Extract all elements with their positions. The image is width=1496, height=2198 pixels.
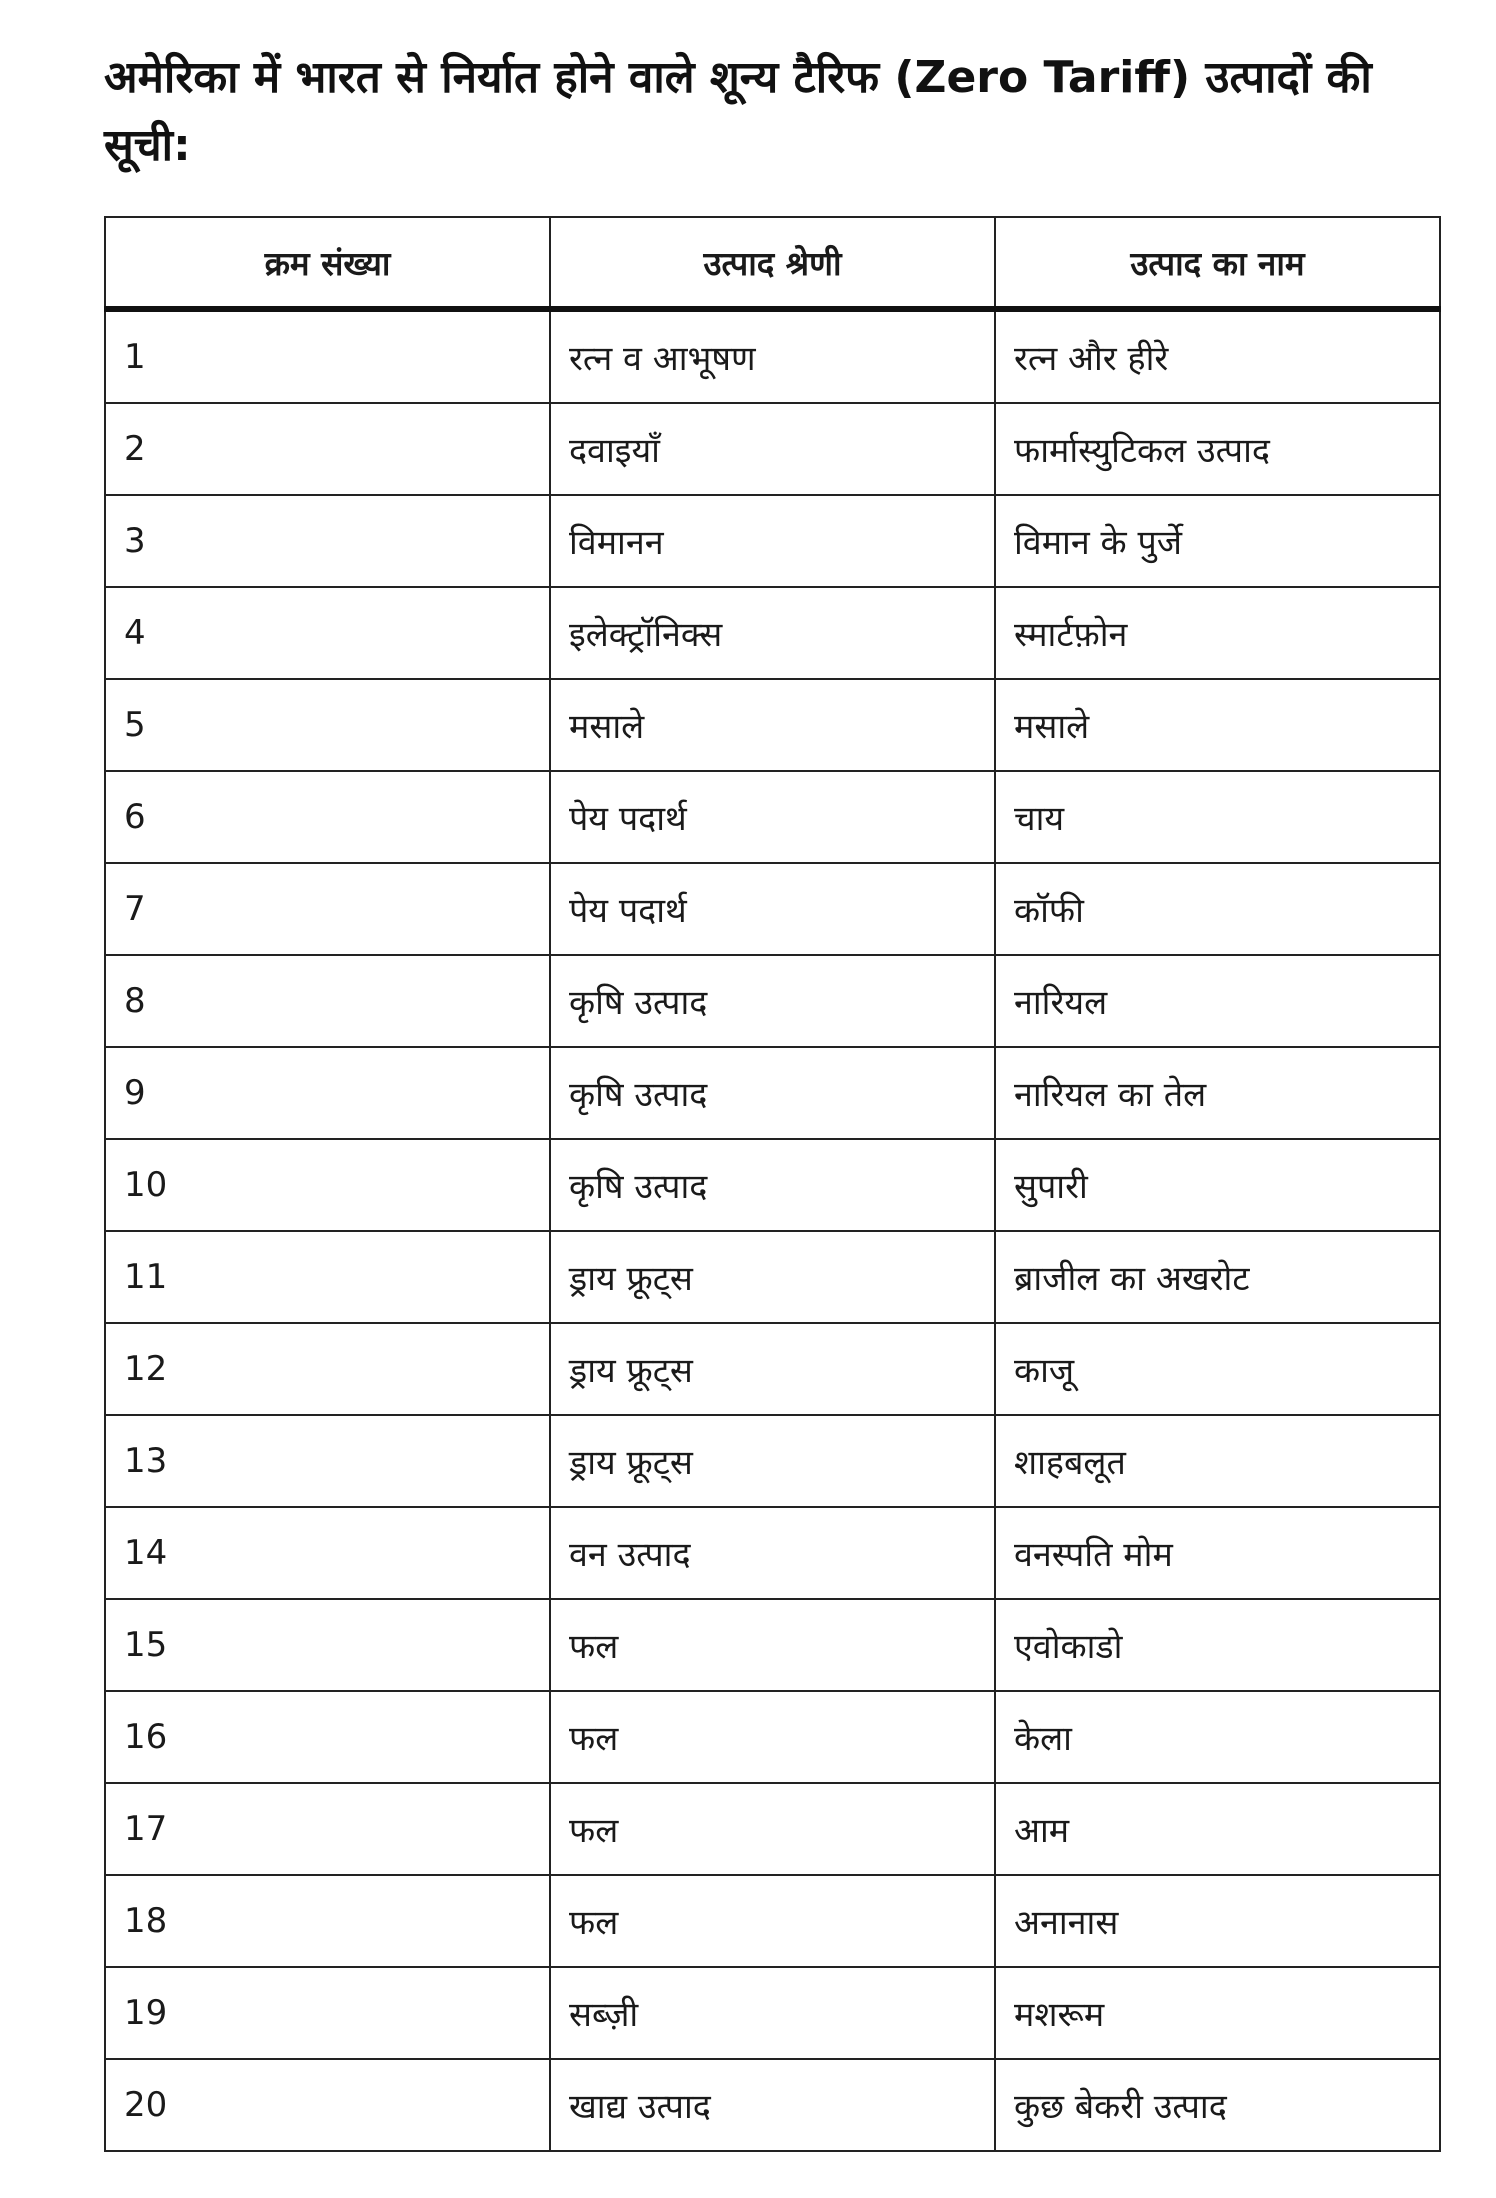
header-product-category: उत्पाद श्रेणी — [550, 217, 995, 309]
cell-product-category: फल — [550, 1599, 995, 1691]
cell-serial-number: 14 — [105, 1507, 550, 1599]
cell-product-category: पेय पदार्थ — [550, 863, 995, 955]
cell-product-name: मसाले — [995, 679, 1440, 771]
cell-product-name: शाहबलूत — [995, 1415, 1440, 1507]
table-row — [105, 955, 1440, 1047]
table-row — [105, 679, 1440, 771]
table-row — [105, 1875, 1440, 1967]
zero-tariff-table — [104, 216, 1441, 2152]
cell-product-category: फल — [550, 1875, 995, 1967]
cell-serial-number: 15 — [105, 1599, 550, 1691]
header-serial-number: क्रम संख्या — [105, 217, 550, 309]
cell-product-category: कृषि उत्पाद — [550, 955, 995, 1047]
cell-product-category: मसाले — [550, 679, 995, 771]
cell-product-category: ड्राय फ्रूट्स — [550, 1323, 995, 1415]
table-row — [105, 1783, 1440, 1875]
cell-product-category: फल — [550, 1783, 995, 1875]
cell-product-category: ड्राय फ्रूट्स — [550, 1415, 995, 1507]
cell-serial-number: 17 — [105, 1783, 550, 1875]
table-row — [105, 403, 1440, 495]
cell-product-name: मशरूम — [995, 1967, 1440, 2059]
cell-product-category: पेय पदार्थ — [550, 771, 995, 863]
cell-serial-number: 9 — [105, 1047, 550, 1139]
table-row — [105, 1047, 1440, 1139]
cell-product-name: विमान के पुर्जे — [995, 495, 1440, 587]
cell-serial-number: 12 — [105, 1323, 550, 1415]
cell-serial-number: 5 — [105, 679, 550, 771]
page-title: अमेरिका में भारत से निर्यात होने वाले शून्य टैरिफ (Zero Tariff) उत्पादों की सूची: — [104, 52, 1372, 171]
cell-product-name: एवोकाडो — [995, 1599, 1440, 1691]
cell-product-name: कुछ बेकरी उत्पाद — [995, 2059, 1440, 2151]
table-row — [105, 309, 1440, 403]
cell-serial-number: 6 — [105, 771, 550, 863]
table-row — [105, 2059, 1440, 2151]
cell-serial-number: 19 — [105, 1967, 550, 2059]
cell-product-name: काजू — [995, 1323, 1440, 1415]
table-row — [105, 1231, 1440, 1323]
cell-product-category: खाद्य उत्पाद — [550, 2059, 995, 2151]
cell-product-category: वन उत्पाद — [550, 1507, 995, 1599]
cell-product-name: ब्राजील का अखरोट — [995, 1231, 1440, 1323]
cell-product-name: वनस्पति मोम — [995, 1507, 1440, 1599]
cell-product-category: इलेक्ट्रॉनिक्स — [550, 587, 995, 679]
cell-serial-number: 16 — [105, 1691, 550, 1783]
cell-serial-number: 1 — [105, 309, 550, 403]
table-row — [105, 495, 1440, 587]
cell-serial-number: 8 — [105, 955, 550, 1047]
table-row — [105, 1139, 1440, 1231]
table-row — [105, 1967, 1440, 2059]
cell-product-category: कृषि उत्पाद — [550, 1047, 995, 1139]
cell-serial-number: 18 — [105, 1875, 550, 1967]
cell-serial-number: 13 — [105, 1415, 550, 1507]
cell-product-category: ड्राय फ्रूट्स — [550, 1231, 995, 1323]
cell-product-name: रत्न और हीरे — [995, 309, 1440, 403]
table-row — [105, 1599, 1440, 1691]
cell-product-name: केला — [995, 1691, 1440, 1783]
cell-product-category: दवाइयाँ — [550, 403, 995, 495]
cell-product-name: अनानास — [995, 1875, 1440, 1967]
cell-serial-number: 7 — [105, 863, 550, 955]
cell-product-name: चाय — [995, 771, 1440, 863]
header-product-name: उत्पाद का नाम — [995, 217, 1440, 309]
cell-product-name: फार्मास्युटिकल उत्पाद — [995, 403, 1440, 495]
cell-serial-number: 10 — [105, 1139, 550, 1231]
table-row — [105, 1691, 1440, 1783]
cell-serial-number: 11 — [105, 1231, 550, 1323]
cell-serial-number: 20 — [105, 2059, 550, 2151]
cell-product-name: स्मार्टफ़ोन — [995, 587, 1440, 679]
cell-product-category: विमानन — [550, 495, 995, 587]
cell-product-name: सुपारी — [995, 1139, 1440, 1231]
cell-product-name: आम — [995, 1783, 1440, 1875]
cell-product-name: नारियल — [995, 955, 1440, 1047]
table-row — [105, 771, 1440, 863]
table-row — [105, 863, 1440, 955]
cell-product-category: सब्ज़ी — [550, 1967, 995, 2059]
cell-serial-number: 4 — [105, 587, 550, 679]
cell-product-category: रत्न व आभूषण — [550, 309, 995, 403]
table-row — [105, 1415, 1440, 1507]
cell-product-category: कृषि उत्पाद — [550, 1139, 995, 1231]
table-row — [105, 1507, 1440, 1599]
table-body — [105, 309, 1440, 2151]
table-row — [105, 1323, 1440, 1415]
cell-product-category: फल — [550, 1691, 995, 1783]
table-row — [105, 587, 1440, 679]
table-header-row — [105, 217, 1440, 309]
cell-product-name: कॉफी — [995, 863, 1440, 955]
cell-product-name: नारियल का तेल — [995, 1047, 1440, 1139]
cell-serial-number: 2 — [105, 403, 550, 495]
cell-serial-number: 3 — [105, 495, 550, 587]
